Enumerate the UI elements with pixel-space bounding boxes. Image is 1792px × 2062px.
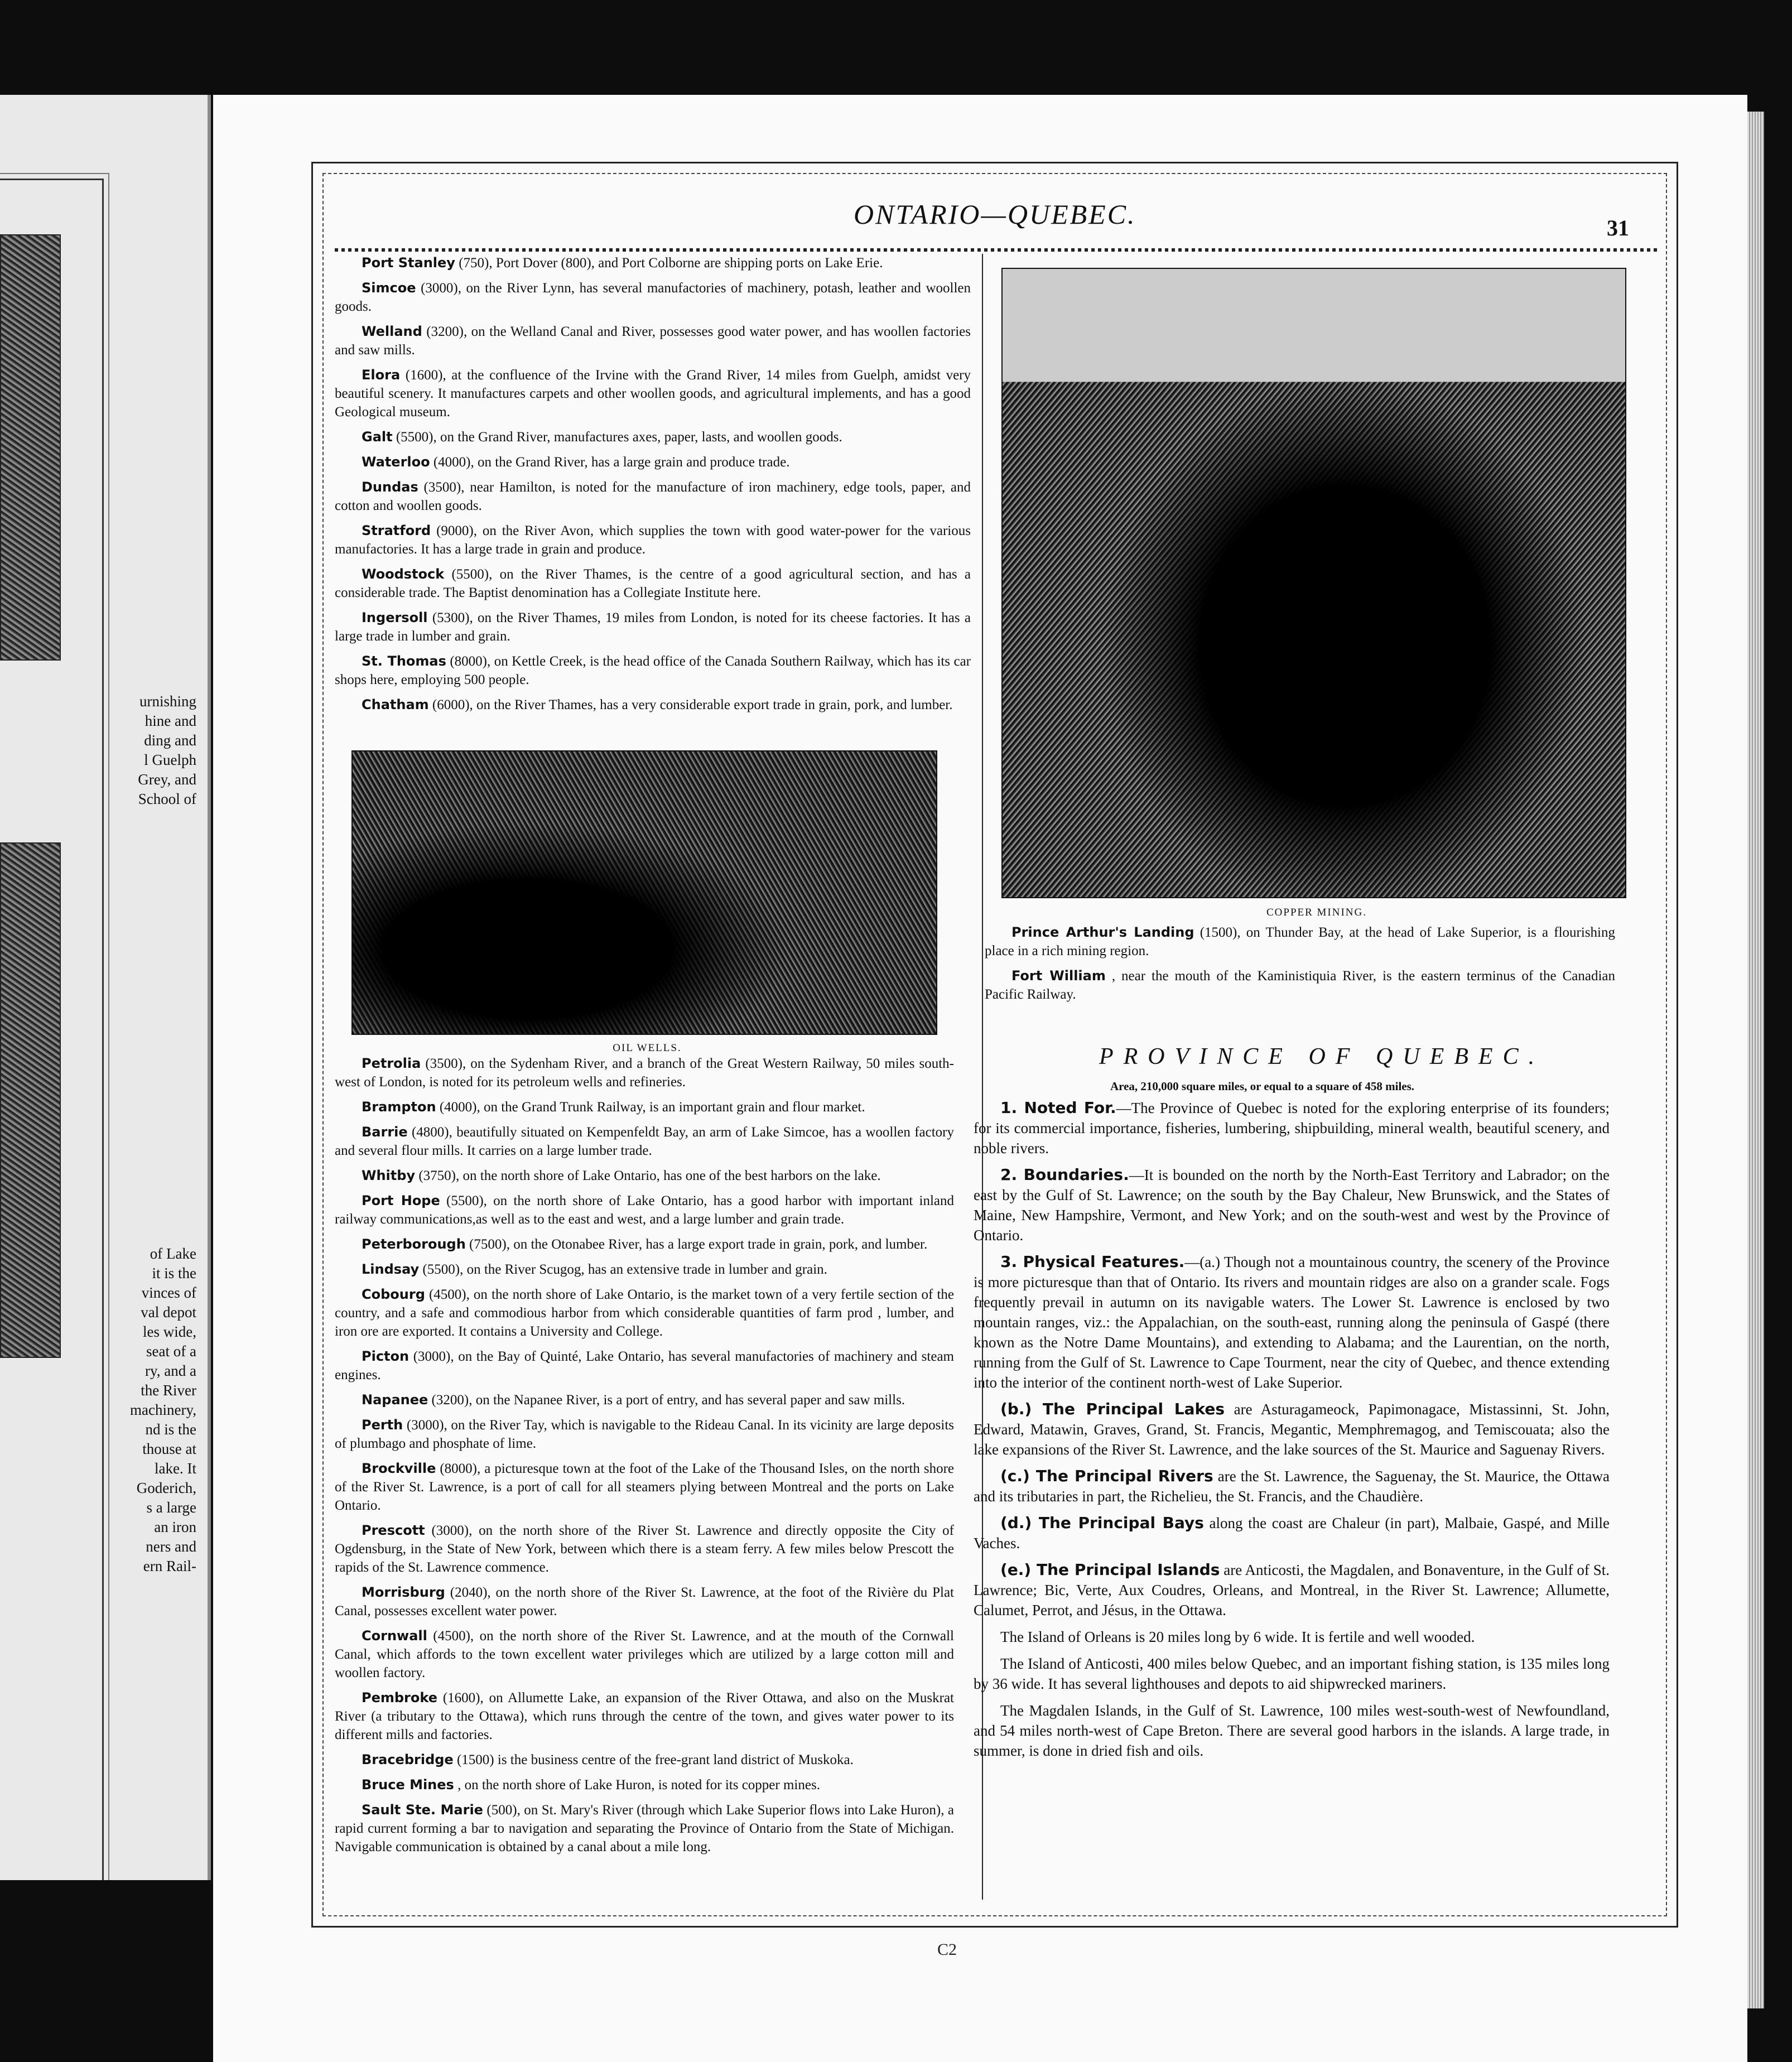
entry-text: (1600), on Allumette Lake, an expansion of the River Ottawa, and also on the Muskrat River (a tributary to the Ottawa), which runs through the centre of the town, and gives water power to its different mills and factories. (335, 1690, 954, 1742)
entry-name: Petrolia (362, 1056, 421, 1071)
entry-text: (3000), on the River Tay, which is navigable to the Rideau Canal. In its vicinity are large deposits of plumbago and phosphate of lime. (335, 1418, 954, 1451)
section-text: along the coast are Chaleur (in part), Malbaie, Gaspé, and Mille Vaches. (974, 1515, 1610, 1552)
entry-name: Pembroke (362, 1690, 437, 1706)
gazetteer-entry (335, 1235, 954, 1254)
section-text: The Island of Anticosti, 400 miles below Quebec, and an important fishing station, is 135 miles long by 36 wide. It has several lighthouses and depots to aid shipwrecked mariners. (974, 1655, 1610, 1692)
quebec-section (974, 1700, 1610, 1761)
province-heading: PROVINCE OF QUEBEC. (1099, 1044, 1545, 1069)
left-page-line: Grey, and (138, 771, 196, 788)
quebec-section (974, 1165, 1610, 1245)
entry-text: (6000), on the River Thames, has a very considerable export trade in grain, pork, and lumber. (428, 697, 953, 712)
entry-text: (5500), on the north shore of Lake Ontario, has a good harbor with important inland railway communications,as well as to the east and west, and a large lumber and grain trade. (335, 1193, 955, 1227)
gazetteer-entry (335, 652, 971, 689)
gazetteer-entry (335, 1776, 954, 1794)
left-page-line: les wide, (143, 1323, 196, 1340)
right-column-entries (985, 923, 1615, 1010)
gazetteer-entry (335, 696, 971, 714)
section-text: —The Province of Quebec is noted for the exploring enterprise of its founders; for its commercial importance, fisheries, lumbering, shipbuilding, mineral wealth, beautiful scenery, and noble rivers. (974, 1100, 1610, 1157)
entry-name: Simcoe (362, 280, 416, 296)
left-page-line: it is the (152, 1265, 196, 1281)
quebec-section (974, 1560, 1610, 1620)
entry-text: (4500), on the north shore of the River St. Lawrence, and at the mouth of the Cornwall Canal, which affords to the town excellent water privileges which are utilized by a large cotton mill and woollen factory. (335, 1629, 954, 1680)
entry-name: Whitby (362, 1168, 416, 1183)
entry-name: Bracebridge (362, 1752, 454, 1767)
left-page-line: Goderich, (136, 1480, 196, 1496)
gazetteer-entry (335, 1391, 954, 1409)
entry-text: (3750), on the north shore of Lake Ontario, has one of the best harbors on the lake. (415, 1168, 881, 1183)
gazetteer-entry (335, 1054, 954, 1091)
entry-name: Brampton (362, 1099, 436, 1115)
entry-name: Woodstock (362, 566, 445, 582)
oil-wells-caption: OIL WELLS. (613, 1042, 682, 1054)
entry-text: (3200), on the Welland Canal and River, possesses good water power, and has woollen factories and saw mills. (335, 324, 971, 358)
section-text: The Magdalen Islands, in the Gulf of St. Lawrence, 100 miles west-south-west of Newfoundland, and 54 miles north-west of Cape Breton. There are several good harbors in the islands. A large trade, in summer, is done in dried fish and oils. (974, 1702, 1610, 1759)
entry-name: Ingersoll (362, 610, 428, 625)
section-heading: (b.) The Principal Lakes (1000, 1400, 1225, 1418)
entry-name: Cornwall (362, 1628, 427, 1644)
quebec-section (974, 1399, 1610, 1459)
left-page-line: the River (141, 1382, 196, 1399)
entry-text: (5500), on the River Thames, is the centre of a good agricultural section, and has a considerable trade. The Baptist denomination has a Collegiate Institute here. (335, 567, 971, 600)
left-facing-page (0, 95, 211, 1880)
entry-name: Brockville (362, 1461, 436, 1476)
entry-text: (3000), on the Bay of Quinté, Lake Ontario, has several manufactories of machinery and steam engines. (335, 1349, 954, 1382)
entry-text: (5500), on the River Scugog, has an extensive trade in lumber and grain. (419, 1262, 827, 1277)
left-page-line: urnishing (139, 693, 196, 710)
gazetteer-entry (335, 1098, 954, 1116)
gazetteer-entry (335, 279, 971, 316)
section-text: The Island of Orleans is 20 miles long by 6 wide. It is fertile and well wooded. (1000, 1629, 1475, 1645)
entry-name: Fort William (1011, 968, 1106, 984)
left-page-line: thouse at (142, 1440, 196, 1457)
gazetteer-entry (335, 1689, 954, 1744)
entry-text: (9000), on the River Avon, which supplies the town with good water-power for the various manufactories. It has a large trade in grain and produce. (335, 523, 971, 557)
section-heading: (e.) The Principal Islands (1000, 1560, 1220, 1579)
quebec-section (974, 1098, 1610, 1158)
gazetteer-entry (985, 967, 1615, 1004)
gazetteer-entry (335, 609, 971, 645)
gazetteer-entry (335, 1285, 954, 1341)
page-signature: C2 (937, 1940, 957, 1959)
left-page-line: lake. It (155, 1460, 196, 1477)
gazetteer-entry (335, 1583, 954, 1620)
gazetteer-entry (335, 1167, 954, 1185)
entry-text: (5300), on the River Thames, 19 miles from London, is noted for its cheese factories. It has a large trade in lumber and grain. (335, 610, 971, 644)
left-page-line: of Lake (150, 1245, 196, 1262)
copper-mining-caption: COPPER MINING. (1266, 907, 1367, 918)
entry-name: Welland (362, 324, 422, 339)
section-heading: 2. Boundaries. (1000, 1165, 1129, 1184)
entry-name: Barrie (362, 1124, 408, 1140)
quebec-section (974, 1252, 1610, 1393)
entry-text: (1500) is the business centre of the free-grant land district of Muskoka. (453, 1752, 854, 1767)
entry-text: (4500), on the north shore of Lake Ontario, is the market town of a very fertile section of the country, and a safe and commodious harbor from which considerable quantities of farm prod , lumber, and iron ore are exported. It contains a University and College. (335, 1287, 954, 1339)
left-page-line: an iron (154, 1519, 196, 1535)
entry-text: (8000), on Kettle Creek, is the head office of the Canada Southern Railway, which has its car shops here, employing 500 people. (335, 654, 971, 687)
section-text: —It is bounded on the north by the North-East Territory and Labrador; on the east by the Gulf of St. Lawrence; on the south by the Bay Chaleur, New Brunswick, and the States of Maine, New Hampshire, Vermont, and New York; and on the south-west and west by the Province of Ontario. (974, 1167, 1610, 1244)
left-page-line: ry, and a (145, 1362, 196, 1379)
entry-text: (3200), on the Napanee River, is a port of entry, and has several paper and saw mills. (428, 1393, 905, 1408)
left-page-line: l Guelph (144, 751, 196, 768)
province-area: Area, 210,000 square miles, or equal to a square of 458 miles. (1110, 1080, 1415, 1093)
left-page-line: School of (138, 791, 196, 807)
oil-wells-engraving (351, 750, 937, 1035)
gazetteer-entry (985, 923, 1615, 960)
left-page-line: s a large (146, 1499, 196, 1516)
entry-name: Port Hope (362, 1193, 440, 1208)
left-column-top (335, 254, 971, 721)
entry-name: Waterloo (362, 454, 430, 470)
entry-name: Picton (362, 1348, 410, 1364)
gazetteer-entry (335, 366, 971, 421)
entry-text: (4000), on the Grand River, has a large grain and produce trade. (430, 455, 790, 470)
gazetteer-entry (335, 322, 971, 359)
section-heading: (d.) The Principal Bays (1000, 1514, 1204, 1532)
quebec-section (974, 1513, 1610, 1553)
left-page-text-fragments (113, 692, 196, 1576)
page-number: 31 (1607, 215, 1629, 240)
gazetteer-entry (335, 1347, 954, 1384)
left-page-line: seat of a (146, 1343, 196, 1360)
section-text: —(a.) Though not a mountainous country, the scenery of the Province is more picturesque than that of Ontario. Its rivers and mountain ridges are also on a grander scale. Fogs frequently prevail in autumn on its navigable waters. The Lower St. Lawrence is enclosed by two mountain ranges, viz.: the Appalachian, on the south-east, running along the peninsula of Gaspé (there known as the Notre Dame Mountains), and extending to Alabama; and the Laurentian, on the north, running from the Gulf of St. Lawrence to Cape Tourment, near the city of Quebec, and thence extending into the interior of the continent north-west of Lake Superior. (974, 1254, 1610, 1391)
copper-mining-engraving (1001, 268, 1626, 898)
section-heading: (c.) The Principal Rivers (1000, 1467, 1213, 1485)
gazetteer-entry (335, 1192, 954, 1228)
section-text: are Asturagameock, Papimonagace, Mistassinni, St. John, Edward, Matawin, Graves, Grand, St. Francis, Megantic, Memphremagog, and Temiscouata; also the lake expansions of the River St. Lawrence, and the lake sources of the St. Maurice and Saguenay Rivers. (974, 1401, 1610, 1458)
left-page-line: machinery, (130, 1401, 196, 1418)
left-page-line: ding and (144, 732, 196, 749)
left-page-line: hine and (144, 712, 196, 729)
entry-name: Chatham (362, 697, 429, 712)
entry-text: (4000), on the Grand Trunk Railway, is an important grain and flour market. (436, 1100, 865, 1115)
entry-name: Perth (362, 1417, 403, 1433)
section-text: are Anticosti, the Magdalen, and Bonaventure, in the Gulf of St. Lawrence; Bic, Verte, Aux Coudres, Orleans, and Montreal, in the River St. Lawrence; Allumette, Calumet, Perrot, and Jésus, in the Ottawa. (974, 1562, 1610, 1618)
entry-name: St. Thomas (362, 653, 446, 669)
entry-name: Stratford (362, 523, 431, 538)
entry-text: (3000), on the River Lynn, has several manufactories of machinery, potash, leather and woollen goods. (335, 281, 971, 314)
gazetteer-entry (335, 428, 971, 446)
entry-text: (2040), on the north shore of the River St. Lawrence, at the foot of the Rivière du Plat Canal, possesses excellent water power. (335, 1585, 954, 1618)
entry-text: (7500), on the Otonabee River, has a large export trade in grain, pork, and lumber. (465, 1237, 928, 1252)
gazetteer-entry (335, 565, 971, 602)
gazetteer-entry (335, 1123, 954, 1160)
entry-name: Lindsay (362, 1261, 420, 1277)
quebec-section (974, 1654, 1610, 1694)
entry-name: Galt (362, 429, 393, 445)
entry-text: , on the north shore of Lake Huron, is noted for its copper mines. (454, 1777, 820, 1793)
left-page-engraving-bottom (0, 842, 61, 1358)
gazetteer-entry (335, 1260, 954, 1279)
left-page-engraving-top (0, 234, 61, 661)
entry-text: (5500), on the Grand River, manufactures axes, paper, lasts, and woollen goods. (392, 430, 842, 445)
quebec-section (974, 1466, 1610, 1506)
gazetteer-entry (335, 1751, 954, 1769)
section-text: are the St. Lawrence, the Saguenay, the St. Maurice, the Ottawa and its tributaries in part, the Richelieu, the St. Francis, and the Chaudière. (974, 1468, 1610, 1505)
entry-text: (8000), a picturesque town at the foot of the Lake of the Thousand Isles, on the north shore of the River St. Lawrence, is a port of call for all steamers plying between Montreal and the ports on Lake Ontario. (335, 1461, 954, 1513)
entry-text: (3500), on the Sydenham River, and a branch of the Great Western Railway, 50 miles south-west of London, is noted for its petroleum wells and refineries. (335, 1056, 954, 1090)
entry-text: (3000), on the north shore of the River St. Lawrence and directly opposite the City of Ogdensburg, in the State of New York, between which there is a steam ferry. A few miles below Prescott the rapids of the St. Lawrence commence. (335, 1523, 954, 1575)
entry-name: Morrisburg (362, 1584, 445, 1600)
entry-name: Peterborough (362, 1236, 466, 1252)
gazetteer-entry (335, 1459, 954, 1515)
gazetteer-entry (335, 1801, 954, 1856)
gazetteer-entry (335, 453, 971, 471)
gazetteer-entry (335, 1521, 954, 1577)
entry-text: (3500), near Hamilton, is noted for the manufacture of iron machinery, edge tools, paper, and cotton and woollen goods. (335, 480, 971, 513)
section-heading: 1. Noted For. (1000, 1099, 1116, 1117)
left-page-line: ern Rail- (143, 1558, 196, 1574)
left-page-line: nd is the (145, 1421, 196, 1438)
entry-text: (1500), on Thunder Bay, at the head of Lake Superior, is a flourishing place in a rich mining region. (985, 925, 1616, 958)
entry-name: Sault Ste. Marie (362, 1802, 483, 1818)
page-edge (1747, 112, 1764, 2008)
section-heading: 3. Physical Features. (1000, 1252, 1185, 1271)
entry-name: Elora (362, 367, 401, 383)
entry-name: Dundas (362, 479, 418, 495)
entry-text: (4800), beautifully situated on Kempenfeldt Bay, an arm of Lake Simcoe, has a woollen factory and several flour mills. It carries on a large lumber trade. (335, 1125, 954, 1158)
left-page-line: val depot (141, 1304, 196, 1321)
page-header-title: ONTARIO—QUEBEC. (854, 199, 1136, 230)
left-page-line: ners and (146, 1538, 196, 1555)
entry-text: , near the mouth of the Kaministiquia River, is the eastern terminus of the Canadian Pacific Railway. (985, 969, 1616, 1002)
entry-name: Port Stanley (362, 255, 455, 271)
entry-name: Cobourg (362, 1287, 425, 1302)
quebec-section (974, 1627, 1610, 1647)
entry-name: Prescott (362, 1523, 425, 1538)
gazetteer-entry (335, 522, 971, 558)
left-page-line: vinces of (141, 1284, 196, 1301)
entry-name: Napanee (362, 1392, 428, 1408)
entry-text: (500), on St. Mary's River (through which Lake Superior flows into Lake Huron), a rapid current forming a bar to navigation and separating the Province of Ontario from the State of Michigan. Navigable communication is obtained by a canal about a mile long. (335, 1803, 955, 1854)
entry-name: Bruce Mines (362, 1777, 454, 1793)
header-rule (335, 248, 1657, 252)
gazetteer-entry (335, 478, 971, 515)
gazetteer-entry (335, 1627, 954, 1682)
gazetteer-entry (335, 254, 971, 272)
entry-text: (750), Port Dover (800), and Port Colborne are shipping ports on Lake Erie. (455, 256, 883, 271)
left-column-bottom (335, 1054, 954, 1863)
entry-name: Prince Arthur's Landing (1011, 924, 1194, 940)
entry-text: (1600), at the confluence of the Irvine with the Grand River, 14 miles from Guelph, amidst very beautiful scenery. It manufactures carpets and other woollen goods, and agricultural implements, and has a good Geological museum. (335, 368, 971, 420)
quebec-sections (974, 1098, 1610, 1767)
gazetteer-entry (335, 1416, 954, 1453)
